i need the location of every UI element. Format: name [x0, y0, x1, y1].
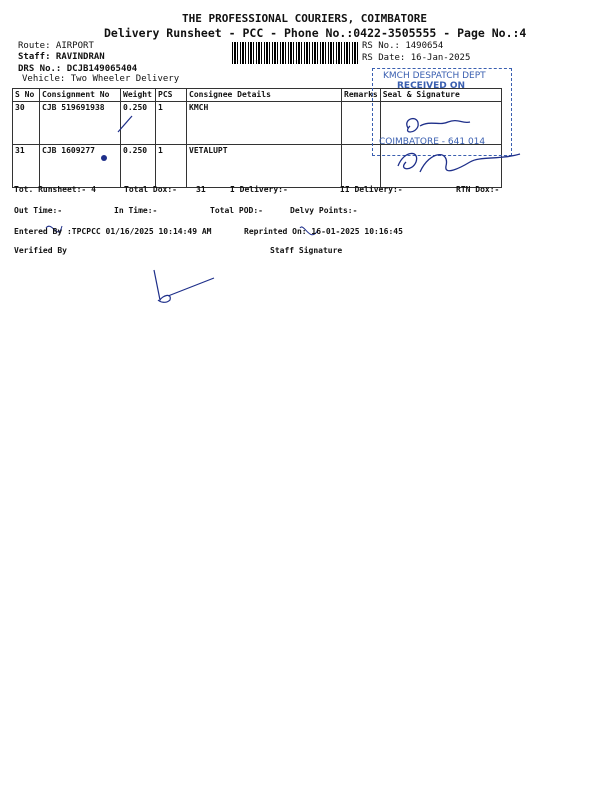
drs-number: DRS No.: DCJB149065404 — [18, 64, 138, 74]
col-weight: Weight — [121, 89, 156, 102]
row-weight: 0.250 — [121, 102, 156, 145]
total-pod: Total POD:- — [210, 206, 263, 215]
row-pcs: 1 — [156, 145, 187, 188]
rs-date: RS Date: 16-Jan-2025 — [362, 53, 471, 63]
row-consignee: KMCH — [187, 102, 342, 145]
entered-by: Entered By :TPCPCC 01/16/2025 10:14:49 AM — [14, 227, 212, 236]
runsheet-subtitle: Delivery Runsheet - PCC - Phone No.:0422-3505555 - Page No.:4 — [104, 26, 527, 40]
ii-delivery: II Delivery:- — [340, 185, 403, 194]
stamp-line1: KMCH DESPATCH DEPT — [383, 71, 486, 81]
tot-runsheet: Tot. Runsheet:- 4 — [14, 185, 96, 194]
verified-by: Verified By — [14, 246, 67, 255]
staff-signature: Staff Signature — [270, 246, 343, 255]
delvy-points: Delvy Points:- — [290, 206, 358, 215]
row-sno: 31 — [13, 145, 40, 188]
col-pcs: PCS — [156, 89, 187, 102]
route: Route: AIRPORT — [18, 41, 94, 51]
rtn-dox: RTN Dox:- — [456, 185, 500, 194]
row-consignment: CJB 519691938 — [40, 102, 121, 145]
col-remarks: Remarks — [342, 89, 381, 102]
stamp-line3: COIMBATORE - 641 014 — [379, 137, 486, 147]
row-pcs: 1 — [156, 102, 187, 145]
row-sno: 30 — [13, 102, 40, 145]
i-delivery: I Delivery:- — [230, 185, 288, 194]
vehicle: Vehicle: Two Wheeler Delivery — [22, 74, 180, 84]
total-dox-label: Total Dox:- — [124, 185, 177, 194]
total-dox-value: 31 — [196, 185, 206, 194]
col-seal-signature: Seal & Signature — [380, 89, 501, 102]
col-sno: S No — [13, 89, 40, 102]
row-weight: 0.250 — [121, 145, 156, 188]
row-consignee: VETALUPT — [187, 145, 342, 188]
rs-number: RS No.: 1490654 — [362, 41, 444, 51]
in-time: In Time:- — [114, 206, 158, 215]
col-consignment: Consignment No — [40, 89, 121, 102]
reprinted-on: Reprinted On: 16-01-2025 10:16:45 — [244, 227, 403, 236]
company-title: THE PROFESSIONAL COURIERS, COIMBATORE — [182, 12, 428, 25]
col-consignee: Consignee Details — [187, 89, 342, 102]
stamp-line2: RECEIVED ON — [397, 81, 466, 91]
out-time: Out Time:- — [14, 206, 63, 215]
row-consignment: CJB 1609277 — [40, 145, 121, 188]
staff: Staff: RAVINDRAN — [18, 52, 105, 62]
